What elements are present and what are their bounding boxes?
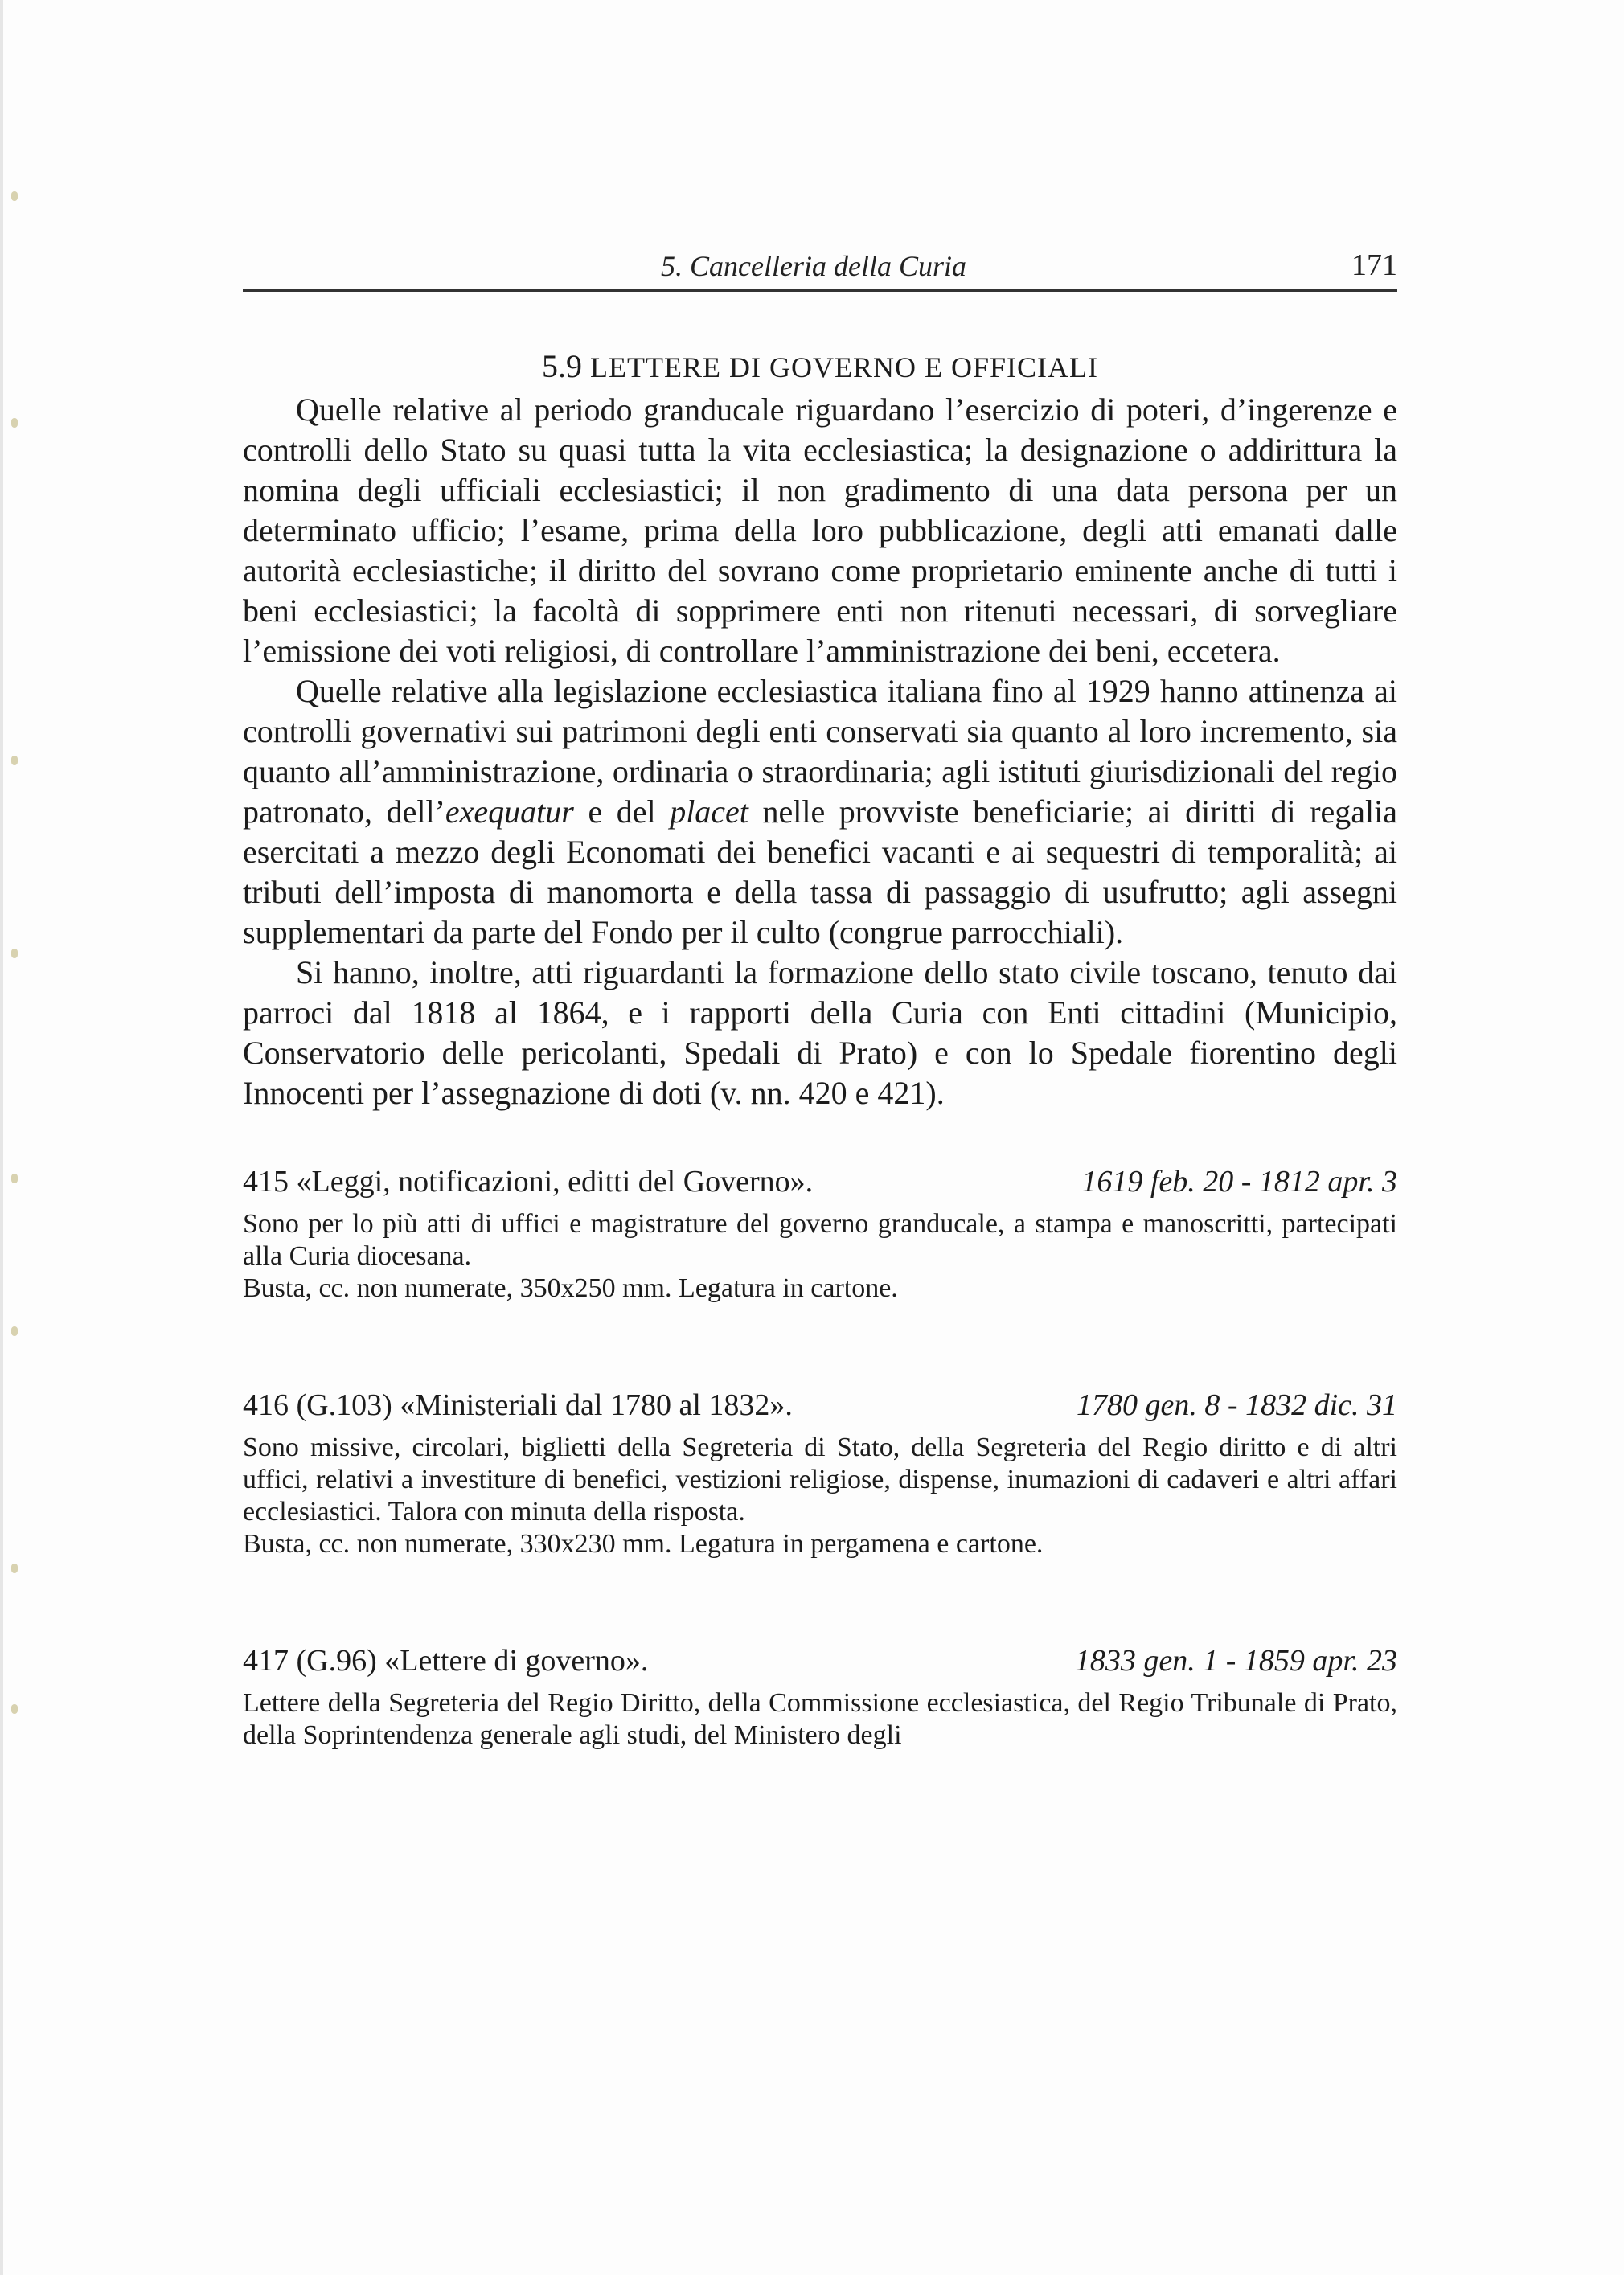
entry-date: 1619 feb. 20 - 1812 apr. 3 (1081, 1165, 1397, 1199)
archive-entry-415 (243, 1163, 1397, 1305)
entry-title: 415 «Leggi, notificazioni, editti del Governo». (243, 1165, 814, 1199)
archive-entry-416 (243, 1387, 1397, 1560)
binding-mark (11, 191, 18, 201)
entry-date: 1833 gen. 1 - 1859 apr. 23 (1074, 1644, 1397, 1678)
entry-physical-description: Busta, cc. non numerate, 330x230 mm. Legatura in pergamena e cartone. (243, 1529, 1044, 1559)
paragraph-3: Si hanno, inoltre, atti riguardanti la formazione dello stato civile toscano, tenuto dai parroci dal 1818 al 1864, e i rapporti della Curia con Enti cittadini (Municipio, Conservatorio delle pericolanti, Spedali di Prato) e con lo Spedale fiorentino degli Innocenti per l’assegnazione di doti (v. nn. 420 e 421). (243, 954, 1397, 1111)
spacer (243, 1305, 1397, 1364)
page-content (243, 347, 1397, 1752)
paragraph-2 (243, 671, 1397, 953)
section-title: LETTERE DI GOVERNO E OFFICIALI (590, 351, 1098, 383)
entry-description: Lettere della Segreteria del Regio Diritto, della Commissione ecclesiastica, del Regio Tribunale di Prato, della Soprintendenza generale agli studi, del Ministero degli (243, 1688, 1397, 1750)
entry-description: Sono per lo più atti di uffici e magistrature del governo granducale, a stampa e manoscritti, partecipati alla Curia diocesana. (243, 1209, 1397, 1271)
exequatur-term: exequatur (445, 793, 574, 830)
paragraph-1: Quelle relative al periodo granducale riguardano l’esercizio di poteri, d’ingerenze e controlli dello Stato su quasi tutta la vita ecclesiastica; la designazione o addirittura la nomina degli ufficiali ecclesiastici; il non gradimento di una data persona per un determinato ufficio; l’esame, prima della loro pubblicazione, degli atti emanati dalle autorità ecclesiastiche; il diritto del sovrano come proprietario eminente anche di tutti i beni ecclesiastici; la facoltà di sopprimere enti non ritenuti necessari, di sorvegliare l’emissione dei voti religiosi, di controllare l’amministrazione dei beni, eccetera. (243, 391, 1397, 669)
spacer (243, 1560, 1397, 1620)
binding-mark (11, 1564, 18, 1573)
entry-heading (243, 1387, 1397, 1424)
section-heading (243, 347, 1397, 387)
binding-mark (11, 1704, 18, 1714)
paragraph-2-part-a: Quelle relative alla legislazione ecclesiastica italiana fino al 1929 hanno attinenza ai controlli governativi sui patrimoni degli enti conservati sia quanto al loro incremento, sia quanto all’amministrazione, ordinaria o straordinaria; agli istituti giurisdizionali del regio patronato, dell’ (243, 673, 1397, 830)
entry-date: 1780 gen. 8 - 1832 dic. 31 (1077, 1388, 1397, 1422)
page-number: 171 (1351, 248, 1397, 282)
running-title: 5. Cancelleria della Curia (661, 250, 966, 282)
section-number: 5.9 (542, 348, 583, 384)
entry-physical-description: Busta, cc. non numerate, 350x250 mm. Legatura in cartone. (243, 1273, 898, 1303)
binding-mark (11, 1174, 18, 1183)
page-header (243, 240, 1397, 292)
entry-heading (243, 1642, 1397, 1679)
entry-title: 417 (G.96) «Lettere di governo». (243, 1644, 649, 1678)
binding-mark (11, 949, 18, 958)
entry-description: Sono missive, circolari, biglietti della Segreteria di Stato, della Segreteria del Regio diritto e di altri uffici, relativi a investiture di benefici, vestizioni religiose, dispense, inumazioni di cadaveri e altri affari ecclesiastici. Talora con minuta della risposta. (243, 1433, 1397, 1527)
binding-mark (11, 756, 18, 765)
binding-mark (11, 1326, 18, 1336)
paragraph-2-part-b: e del (573, 793, 671, 830)
entry-heading (243, 1163, 1397, 1200)
paragraph-2-part-c: nelle provviste beneficiarie; ai diritti di regalia esercitati a mezzo degli Economati dei benefici vacanti e ai sequestri di temporalità; ai tributi dell’imposta di manomorta e della tassa di passaggio di usufrutto; agli assegni supplementari da parte del Fondo per il culto (congrue parrocchiali). (243, 793, 1397, 950)
binding-mark (11, 418, 18, 428)
placet-term: placet (670, 793, 748, 830)
entry-title: 416 (G.103) «Ministeriali dal 1780 al 1832». (243, 1388, 793, 1422)
archive-entry-417 (243, 1642, 1397, 1752)
